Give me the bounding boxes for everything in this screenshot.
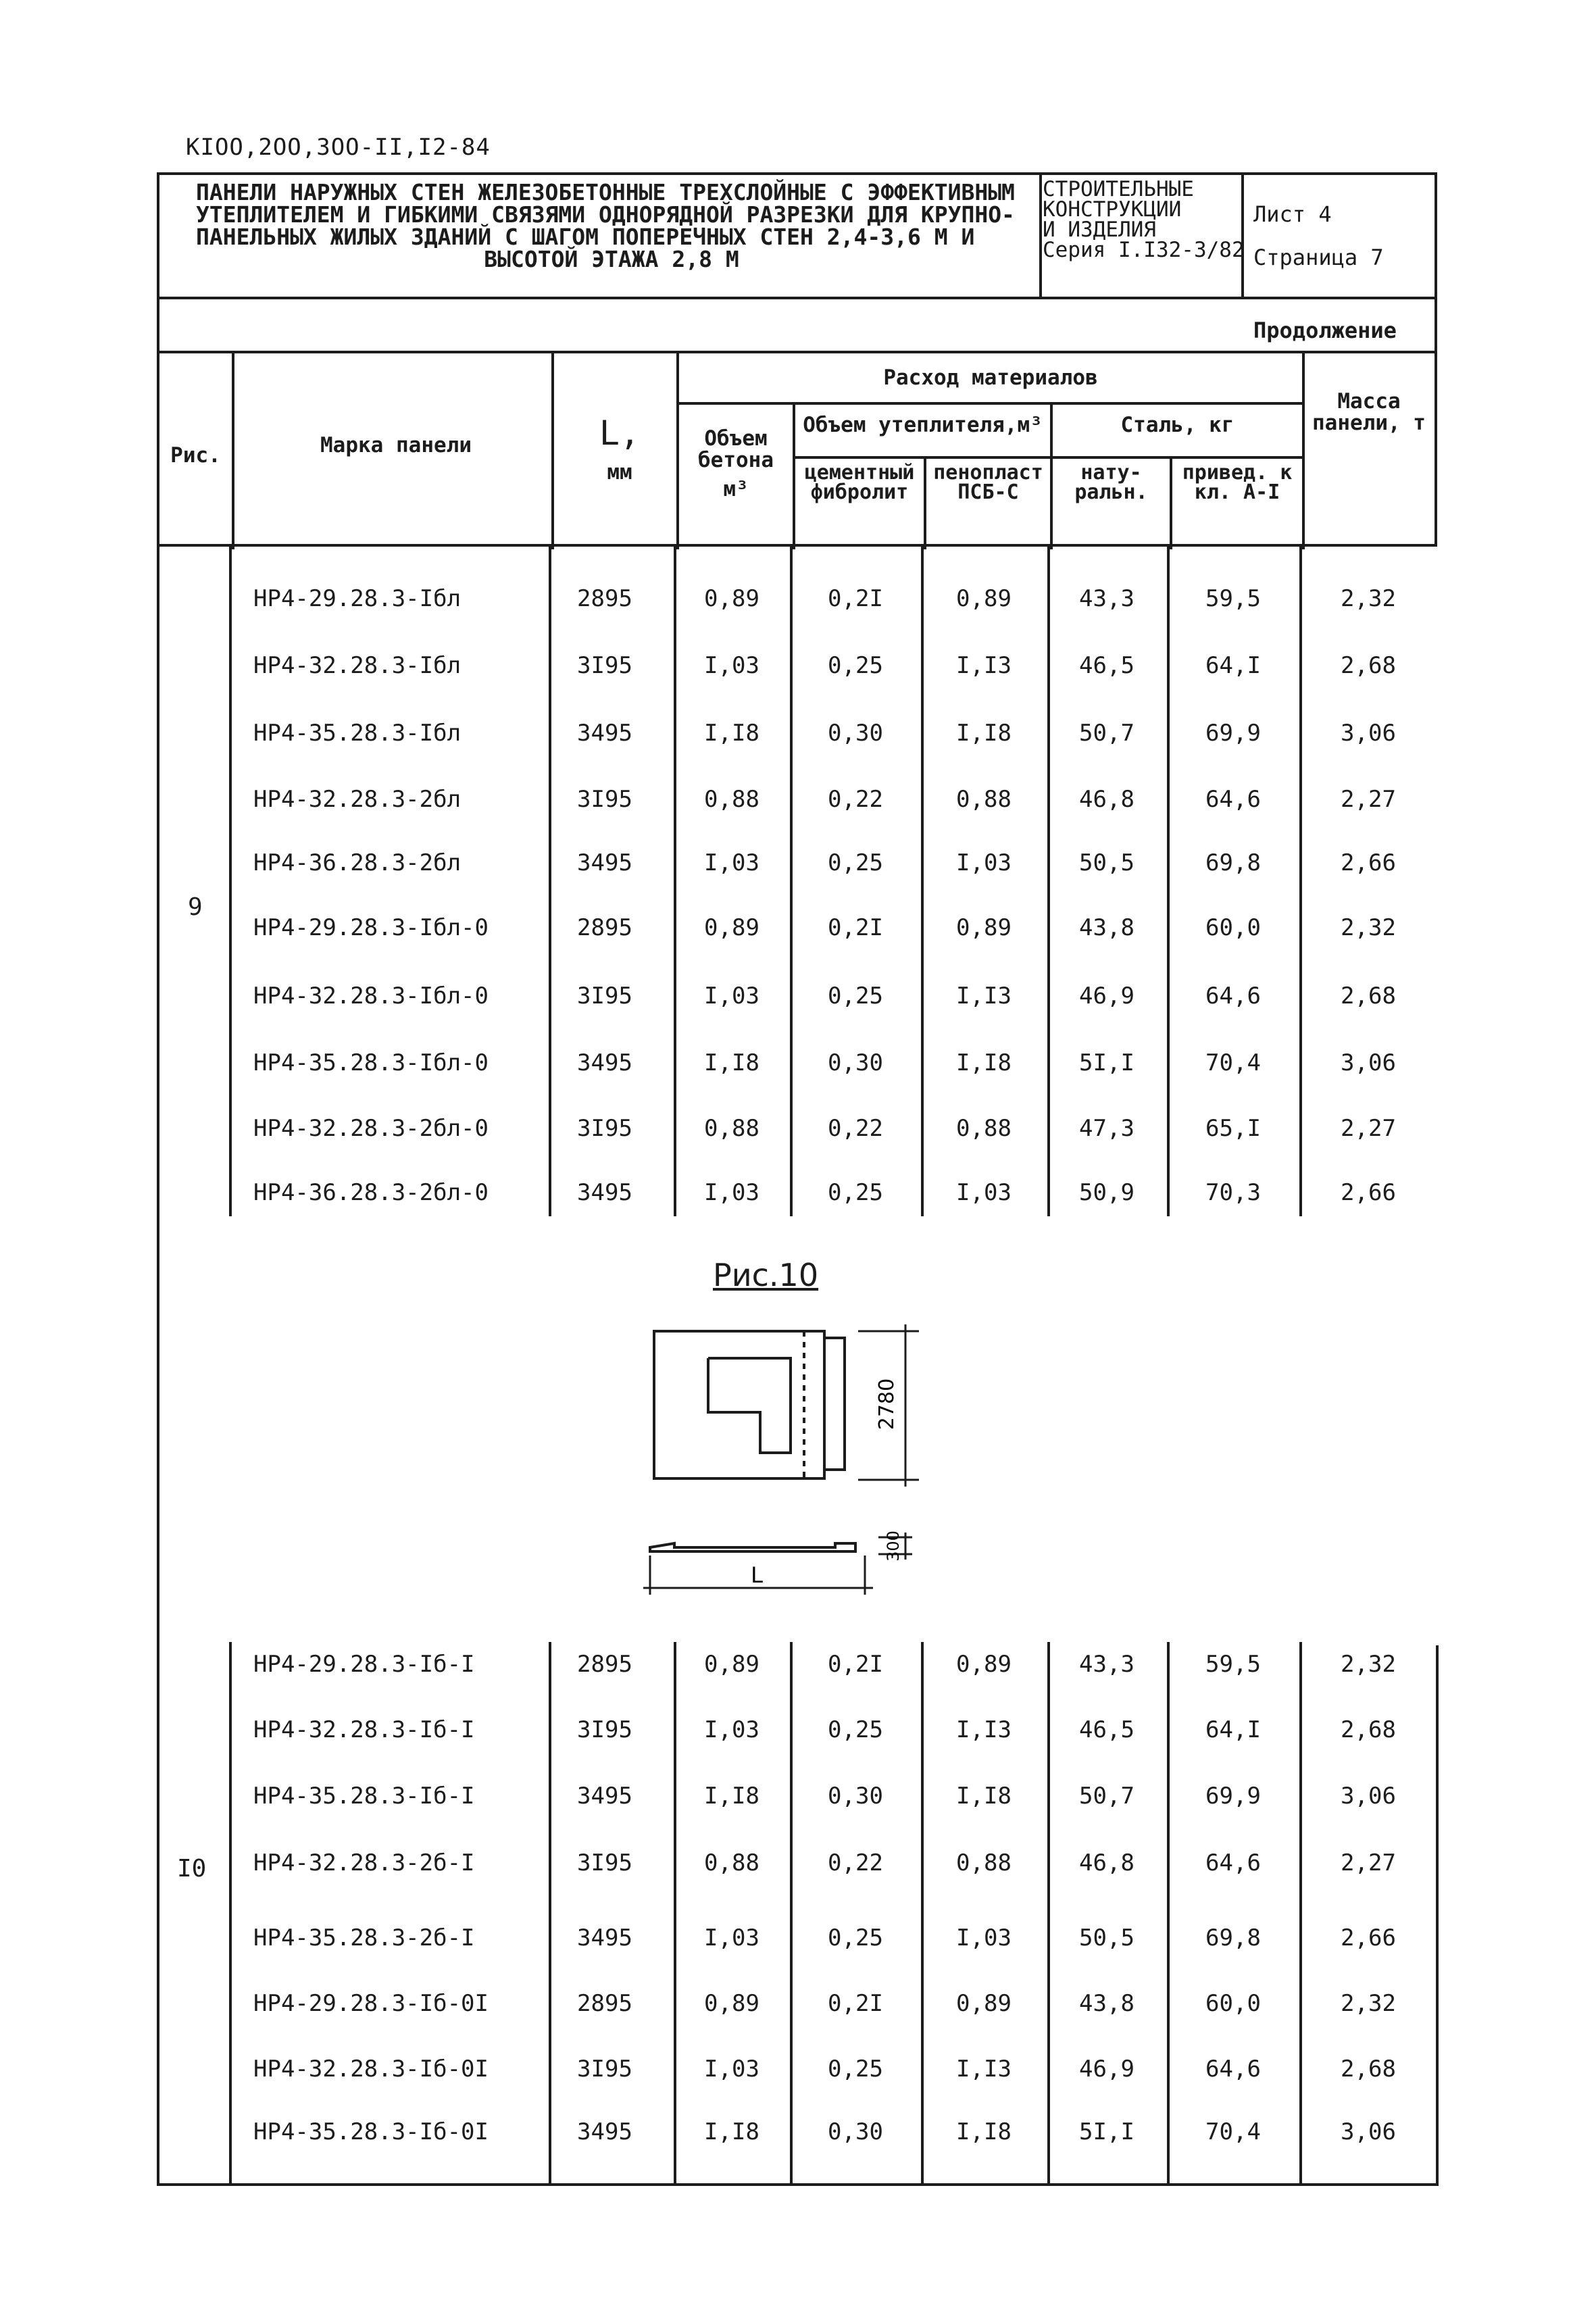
steel-natural-value: 46,5 [1079,1716,1134,1743]
concrete-value: I,03 [704,1716,759,1743]
table-bottom-border [157,2183,1439,2186]
foam-value: I,03 [956,1924,1012,1951]
foam-value: 0,89 [956,585,1012,612]
steel-reduced-value: 64,6 [1205,982,1261,1010]
steel-reduced-value: 65,I [1205,1115,1261,1142]
table-header [157,351,1437,547]
steel-natural-value: 46,8 [1079,1849,1134,1876]
column-header-insulation: Объем утеплителя,м³ [803,413,1043,437]
panel-mark: НР4-29.28.3-Iб-I [253,1651,475,1678]
fig-number: I0 [177,1855,207,1883]
length-value: 2895 [577,1990,632,2017]
document-title [196,181,1027,270]
mass-value: 2,32 [1341,914,1396,941]
mass-value: 3,06 [1341,1049,1396,1076]
column-header-steel-natural: нату- ральн. [1074,461,1148,504]
steel-natural-value: 5I,I [1079,1049,1134,1076]
divider [551,353,554,549]
mass-value: 2,32 [1341,585,1396,612]
fibrolite-value: 0,30 [828,1049,883,1076]
fibrolite-value: 0,2I [828,914,883,941]
column-header-materials: Расход материалов [883,366,1098,390]
panel-mark: НР4-35.28.3-Iбл [253,720,462,747]
height-dimension: 2780 [875,1378,899,1430]
fibrolite-value: 0,25 [828,2056,883,2083]
steel-natural-value: 43,3 [1079,1651,1134,1678]
title-line: ПАНЕЛЬНЫХ ЖИЛЫХ ЗДАНИЙ С ШАГОМ ПОПЕРЕЧНЫХ СТЕН 2,4-3,6 М И [196,224,975,250]
foam-value: 0,89 [956,914,1012,941]
table-border [157,544,159,2186]
concrete-value: I,I8 [704,2118,759,2145]
concrete-value: 0,89 [704,914,759,941]
length-value: 2895 [577,1651,632,1678]
steel-natural-value: 50,7 [1079,720,1134,747]
column-header-steel: Сталь, кг [1120,413,1235,437]
mass-value: 2,68 [1341,982,1396,1010]
column-header-foam: пенопласт ПСБ-С [933,461,1043,504]
fibrolite-value: 0,25 [828,652,883,679]
column-header-steel-reduced: привед. к кл. А-I [1182,461,1293,504]
concrete-value: I,I8 [704,1783,759,1810]
fibrolite-value: 0,25 [828,982,883,1010]
length-value: 3I95 [577,1716,632,1743]
mass-value: 2,68 [1341,1716,1396,1743]
steel-reduced-value: 64,6 [1205,2056,1261,2083]
mass-value: 2,27 [1341,1115,1396,1142]
panel-mark: НР4-35.28.3-Iбл-0 [253,1049,489,1076]
steel-reduced-value: 69,9 [1205,720,1261,747]
panel-mark: НР4-36.28.3-2бл-0 [253,1179,489,1206]
panel-mark: НР4-32.28.3-Iб-I [253,1716,475,1743]
column-header-fig: Рис. [170,443,221,468]
foam-value: 0,89 [956,1651,1012,1678]
steel-reduced-value: 70,4 [1205,1049,1261,1076]
length-value: 3I95 [577,786,632,813]
length-dimension: L [751,1562,763,1588]
panel-mark: НР4-32.28.3-2бл [253,786,462,813]
steel-reduced-value: 69,8 [1205,1924,1261,1951]
panel-section [650,1543,855,1551]
foam-value: I,I8 [956,1783,1012,1810]
column-divider [1299,544,1302,1216]
mass-value: 2,66 [1341,1179,1396,1206]
length-value: 2895 [577,585,632,612]
concrete-value: I,03 [704,849,759,876]
column-header-concrete: Объем бетона [698,426,774,472]
steel-natural-value: 43,3 [1079,585,1134,612]
length-value: 3I95 [577,1115,632,1142]
series-block [1043,179,1245,260]
panel-mark: НР4-29.28.3-Iбл [253,585,462,612]
mass-value: 2,32 [1341,1990,1396,2017]
fig-number: 9 [188,893,203,921]
concrete-value: I,03 [704,2056,759,2083]
column-header-fibrolite: цементный фибролит [804,461,915,504]
divider [793,456,1302,459]
fibrolite-value: 0,30 [828,1783,883,1810]
foam-value: 0,89 [956,1990,1012,2017]
length-value: 3495 [577,2118,632,2145]
steel-reduced-value: 64,I [1205,1716,1261,1743]
sheet-number: Лист 4 [1253,201,1332,227]
foam-value: I,I8 [956,720,1012,747]
panel-mark: НР4-29.28.3-Iбл-0 [253,914,489,941]
length-value: 3I95 [577,652,632,679]
column-header-mass: Масса панели, т [1312,389,1426,435]
steel-natural-value: 46,9 [1079,2056,1134,2083]
panel-mark: НР4-32.28.3-2б-I [253,1849,475,1876]
concrete-value: I,03 [704,1924,759,1951]
steel-natural-value: 50,9 [1079,1179,1134,1206]
column-header-length: L, [599,414,641,453]
steel-natural-value: 43,8 [1079,1990,1134,2017]
length-value: 3495 [577,1783,632,1810]
length-value: 3495 [577,1049,632,1076]
steel-natural-value: 46,5 [1079,652,1134,679]
continuation-row [157,299,1437,353]
fibrolite-value: 0,25 [828,849,883,876]
window-opening [708,1358,791,1453]
column-header-length-unit: мм [607,460,632,484]
column-divider [229,1642,232,2184]
concrete-value: 0,89 [704,1990,759,2017]
column-divider [1299,1642,1302,2184]
concrete-value: 0,88 [704,1849,759,1876]
length-value: 2895 [577,914,632,941]
length-value: 3I95 [577,1849,632,1876]
steel-natural-value: 46,9 [1079,982,1134,1010]
mass-value: 2,27 [1341,1849,1396,1876]
concrete-value: 0,88 [704,1115,759,1142]
title-line: ПАНЕЛИ НАРУЖНЫХ СТЕН ЖЕЛЕЗОБЕТОННЫЕ ТРЕХСЛОЙНЫЕ С ЭФФЕКТИВНЫМ [196,179,1015,205]
panel-rib [824,1338,845,1470]
foam-value: 0,88 [956,786,1012,813]
series-line: КОНСТРУКЦИИ [1043,197,1182,222]
length-value: 3I95 [577,2056,632,2083]
mass-value: 3,06 [1341,720,1396,747]
title-line: ВЫСОТОЙ ЭТАЖА 2,8 М [484,246,739,272]
foam-value: I,I3 [956,1716,1012,1743]
steel-natural-value: 43,8 [1079,914,1134,941]
steel-natural-value: 46,8 [1079,786,1134,813]
length-value: 3495 [577,1924,632,1951]
mass-value: 2,32 [1341,1651,1396,1678]
divider [1302,353,1305,549]
fibrolite-value: 0,25 [828,1716,883,1743]
length-value: 3495 [577,849,632,876]
fibrolite-value: 0,25 [828,1924,883,1951]
concrete-value: I,I8 [704,720,759,747]
mass-value: 2,66 [1341,1924,1396,1951]
foam-value: I,I8 [956,1049,1012,1076]
divider [1039,172,1042,299]
steel-natural-value: 47,3 [1079,1115,1134,1142]
fibrolite-value: 0,22 [828,786,883,813]
panel-drawing [635,1318,946,1615]
title-line: УТЕПЛИТЕЛЕМ И ГИБКИМИ СВЯЗЯМИ ОДНОРЯДНОЙ РАЗРЕЗКИ ДЛЯ КРУПНО- [196,201,1015,228]
concrete-value: 0,88 [704,786,759,813]
steel-reduced-value: 64,6 [1205,786,1261,813]
steel-reduced-value: 59,5 [1205,585,1261,612]
steel-reduced-value: 70,3 [1205,1179,1261,1206]
concrete-value: I,03 [704,1179,759,1206]
length-value: 3I95 [577,982,632,1010]
foam-value: I,03 [956,1179,1012,1206]
mass-value: 2,27 [1341,786,1396,813]
figure-title: Рис.10 [713,1257,819,1293]
panel-mark: НР4-32.28.3-Iб-0I [253,2056,489,2083]
fibrolite-value: 0,22 [828,1115,883,1142]
steel-reduced-value: 70,4 [1205,2118,1261,2145]
panel-mark: НР4-35.28.3-Iб-I [253,1783,475,1810]
series-line: Серия I.I32-3/82 [1043,238,1245,262]
mass-value: 3,06 [1341,2118,1396,2145]
length-value: 3495 [577,1179,632,1206]
steel-natural-value: 50,5 [1079,849,1134,876]
fibrolite-value: 0,30 [828,2118,883,2145]
concrete-value: 0,89 [704,585,759,612]
steel-reduced-value: 60,0 [1205,914,1261,941]
mass-value: 2,68 [1341,2056,1396,2083]
panel-mark: НР4-32.28.3-Iбл [253,652,462,679]
mass-value: 2,66 [1341,849,1396,876]
series-line: И ИЗДЕЛИЯ [1043,218,1156,242]
fibrolite-value: 0,30 [828,720,883,747]
steel-reduced-value: 64,6 [1205,1849,1261,1876]
steel-natural-value: 50,5 [1079,1924,1134,1951]
steel-natural-value: 5I,I [1079,2118,1134,2145]
foam-value: 0,88 [956,1115,1012,1142]
column-header-concrete-unit: м³ [723,477,749,501]
concrete-value: I,I8 [704,1049,759,1076]
steel-reduced-value: 64,I [1205,652,1261,679]
panel-outline [654,1331,824,1478]
fibrolite-value: 0,2I [828,1651,883,1678]
thickness-dimension: 300 [884,1530,903,1562]
foam-value: I,I8 [956,2118,1012,2145]
panel-mark: НР4-32.28.3-Iбл-0 [253,982,489,1010]
table-border [1436,1645,1439,2186]
panel-mark: НР4-32.28.3-2бл-0 [253,1115,489,1142]
foam-value: I,I3 [956,2056,1012,2083]
steel-reduced-value: 59,5 [1205,1651,1261,1678]
page-number: Страница 7 [1253,245,1384,270]
fibrolite-value: 0,2I [828,1990,883,2017]
fibrolite-value: 0,2I [828,585,883,612]
foam-value: I,I3 [956,982,1012,1010]
document-code: КIОО,2ОО,3ОО-II,I2-84 [186,134,491,161]
foam-value: 0,88 [956,1849,1012,1876]
column-divider [229,544,232,1216]
panel-mark: НР4-35.28.3-2б-I [253,1924,475,1951]
steel-reduced-value: 69,8 [1205,849,1261,876]
divider [676,402,1302,405]
fibrolite-value: 0,25 [828,1179,883,1206]
panel-mark: НР4-36.28.3-2бл [253,849,462,876]
steel-reduced-value: 69,9 [1205,1783,1261,1810]
mass-value: 2,68 [1341,652,1396,679]
mass-value: 3,06 [1341,1783,1396,1810]
concrete-value: 0,89 [704,1651,759,1678]
column-header-mark: Марка панели [320,433,472,457]
continuation-label: Продолжение [1253,318,1397,343]
panel-mark: НР4-35.28.3-Iб-0I [253,2118,489,2145]
series-line: СТРОИТЕЛЬНЫЕ [1043,177,1194,201]
foam-value: I,I3 [956,652,1012,679]
panel-mark: НР4-29.28.3-Iб-0I [253,1990,489,2017]
length-value: 3495 [577,720,632,747]
concrete-value: I,03 [704,652,759,679]
concrete-value: I,03 [704,982,759,1010]
divider [232,353,234,549]
steel-natural-value: 50,7 [1079,1783,1134,1810]
foam-value: I,03 [956,849,1012,876]
steel-reduced-value: 60,0 [1205,1990,1261,2017]
fibrolite-value: 0,22 [828,1849,883,1876]
